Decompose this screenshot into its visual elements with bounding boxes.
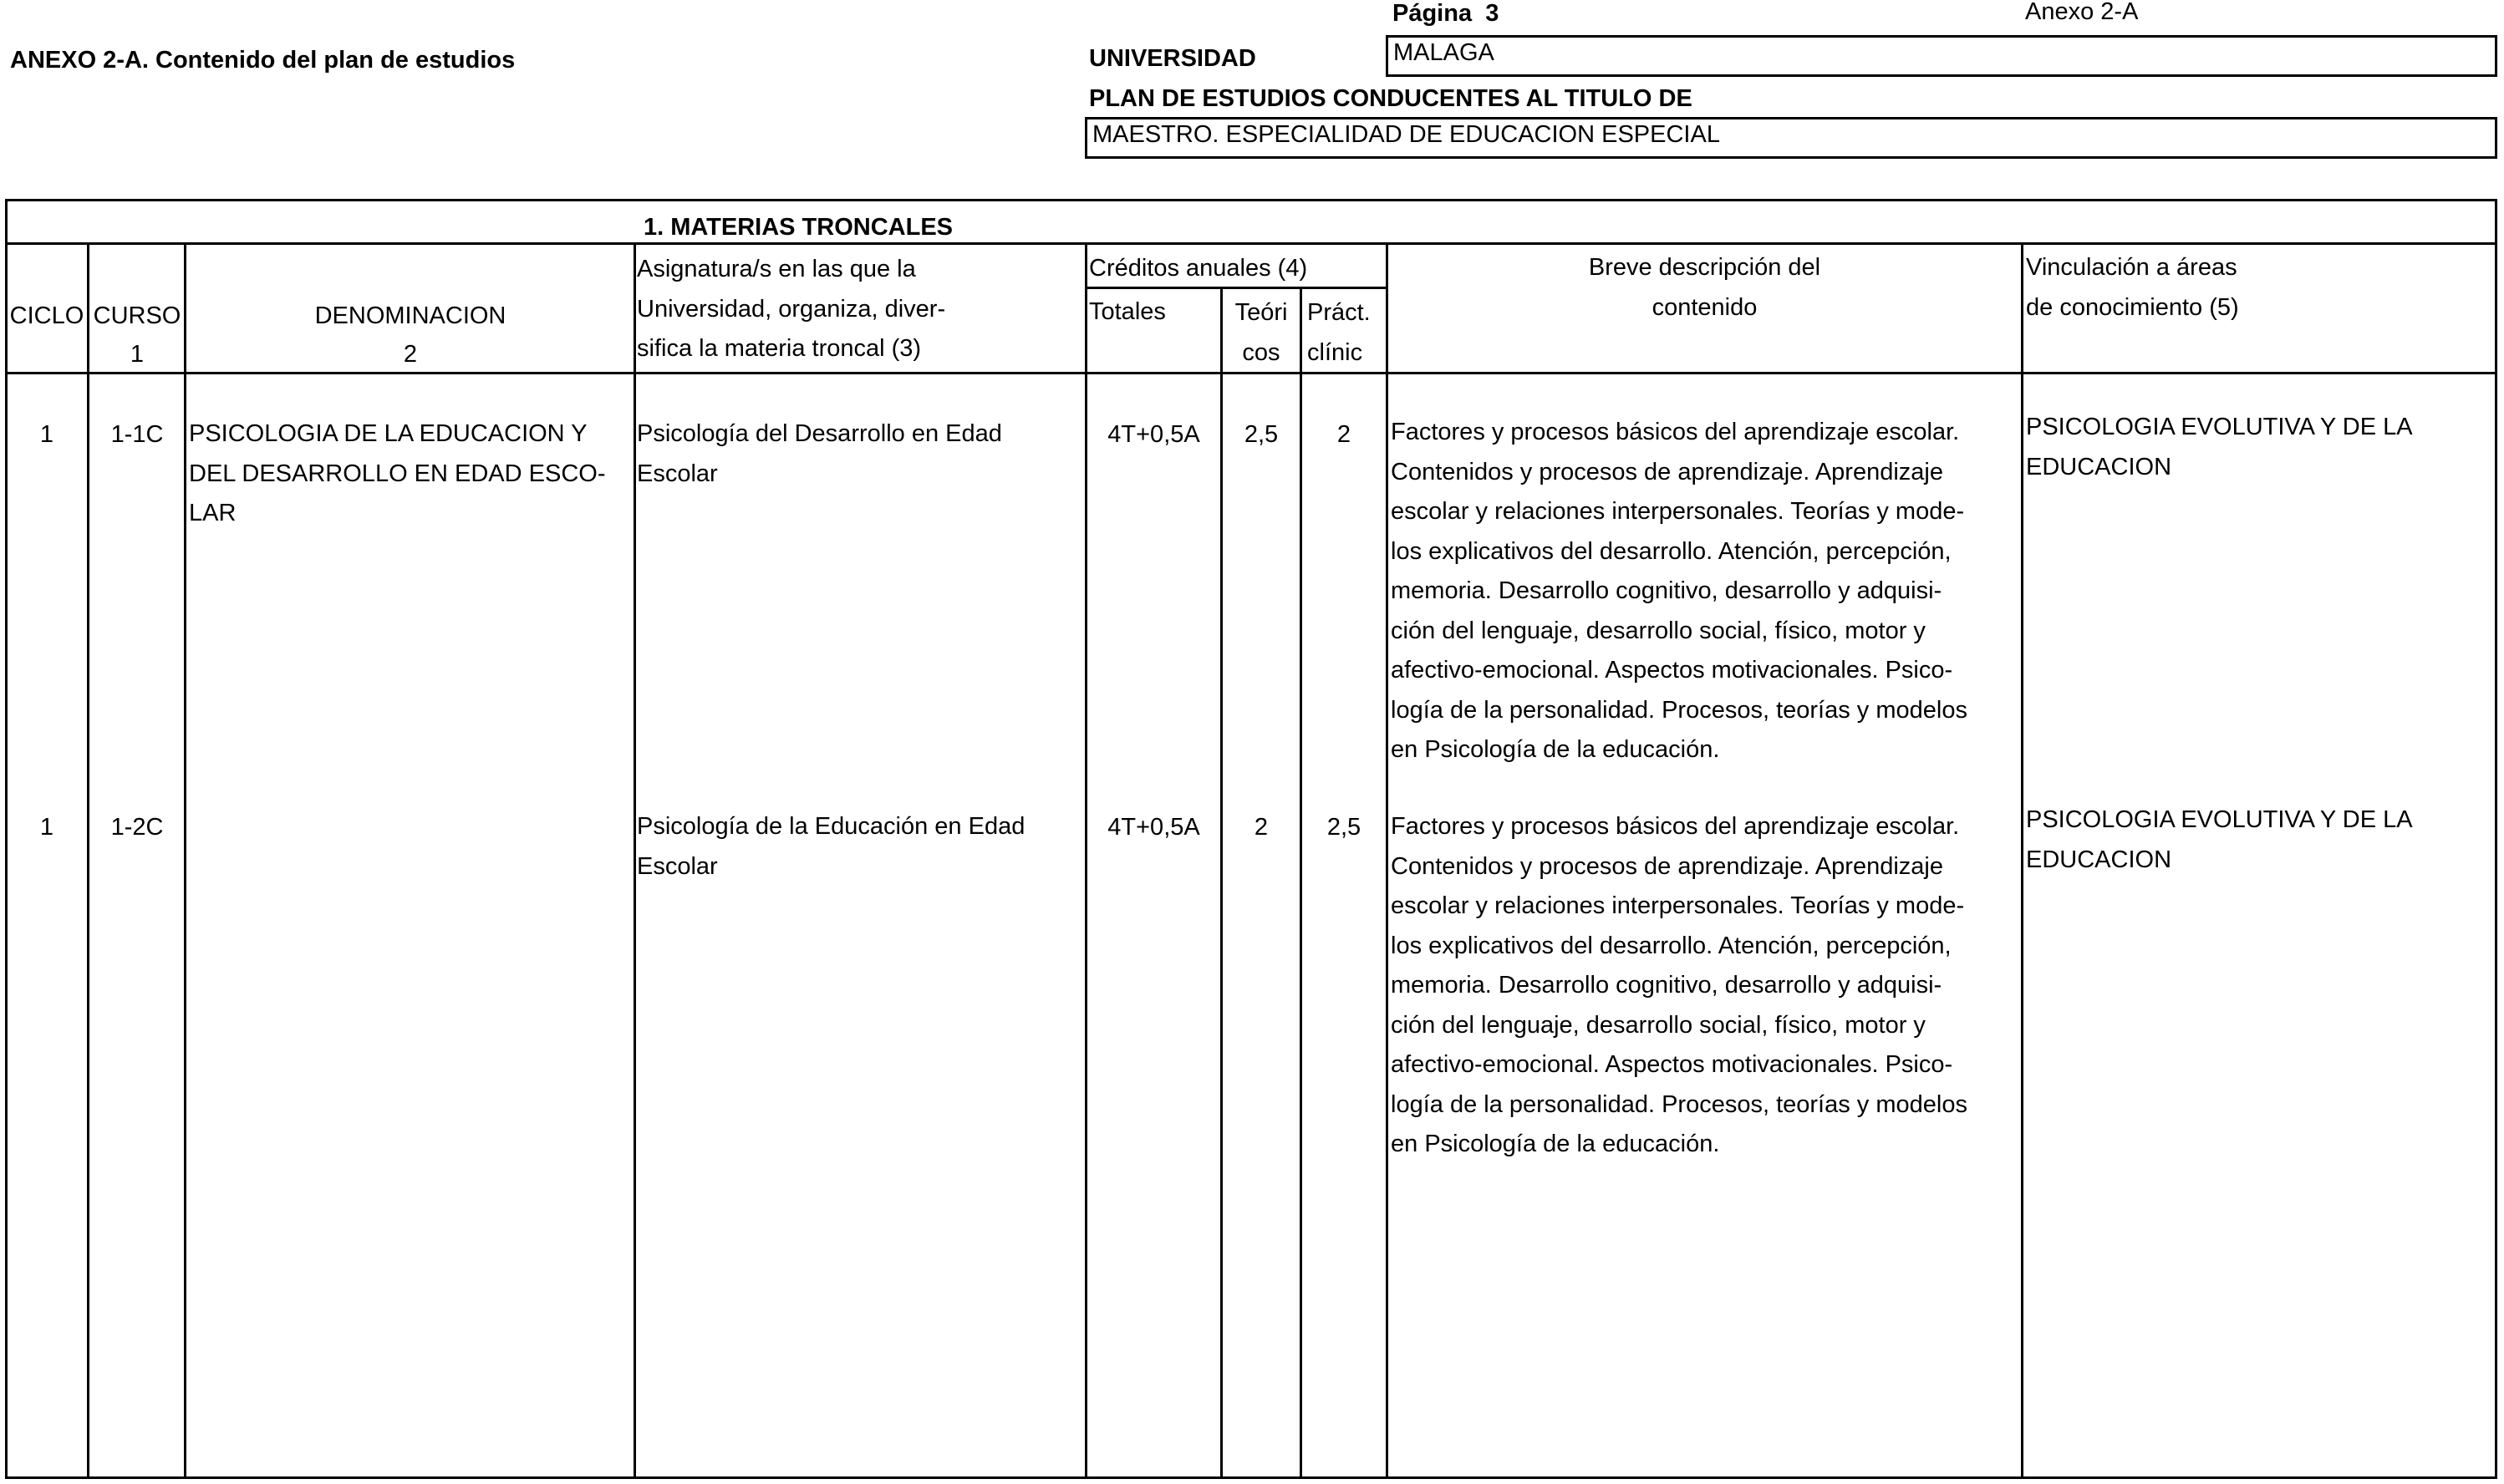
col-line-5	[1220, 287, 1223, 1479]
descripcion-line: en Psicología de la educación.	[1391, 1131, 1720, 1157]
row-practicos: 2	[1336, 421, 1351, 448]
header-teoricos	[1223, 293, 1300, 373]
header-ciclo: CICLO	[9, 302, 84, 329]
row-asignatura	[637, 807, 1025, 887]
row-totales: 4T+0,5A	[1107, 421, 1200, 448]
descripcion-line: afectivo-emocional. Aspectos motivacionales. Psico-	[1391, 657, 1953, 684]
header-denominacion: DENOMINACION	[314, 302, 506, 329]
denominacion-line: DEL DESARROLLO EN EDAD ESCO-	[189, 460, 606, 487]
denominacion-line: LAR	[189, 500, 237, 526]
header-practicos	[1307, 293, 1371, 373]
descripcion-line: los explicativos del desarrollo. Atención, percepción,	[1391, 932, 1952, 959]
asignatura-line: Psicología del Desarrollo en Edad	[637, 420, 1002, 447]
page-number: 3	[1485, 0, 1499, 27]
row-ciclo: 1	[39, 421, 54, 448]
row-vinculacion	[2026, 408, 2413, 487]
descripcion-line: en Psicología de la educación.	[1391, 736, 1720, 763]
row-totales: 4T+0,5A	[1107, 814, 1200, 841]
descripcion-line: Contenidos y procesos de aprendizaje. Aprendizaje	[1391, 852, 1943, 880]
plan-field	[1085, 117, 2497, 159]
col-line-3	[634, 242, 636, 1479]
header-vinculacion	[2026, 248, 2239, 328]
header-vinculacion-line: Vinculación a áreas	[2026, 254, 2237, 281]
section-title: 1. MATERIAS TRONCALES	[643, 214, 954, 241]
descripcion-line: escolar y relaciones interpersonales. Teorías y mode-	[1391, 498, 1965, 525]
descripcion-line: Factores y procesos básicos del aprendizaje escolar.	[1391, 813, 1960, 840]
university-field	[1386, 35, 2497, 77]
descripcion-line: ción del lenguaje, desarrollo social, físico, motor y	[1391, 1011, 1926, 1039]
header-curso-num: 1	[130, 341, 145, 368]
descripcion-line: escolar y relaciones interpersonales. Teorías y mode-	[1391, 892, 1965, 919]
row-practicos: 2,5	[1326, 814, 1361, 841]
header-practicos-line: Práct.	[1307, 299, 1371, 326]
vinculacion-line: EDUCACION	[2026, 846, 2172, 873]
col-line-7	[1386, 242, 1388, 1479]
header-totales: Totales	[1089, 298, 1166, 325]
header-asignatura-line: Asignatura/s en las que la	[637, 256, 916, 282]
row-ciclo: 1	[39, 814, 54, 841]
page-label: Página	[1392, 0, 1473, 27]
vinculacion-line: PSICOLOGIA EVOLUTIVA Y DE LA	[2026, 414, 2413, 440]
row-descripcion	[1391, 413, 1967, 770]
col-line-6	[1300, 287, 1302, 1479]
plan-label: PLAN DE ESTUDIOS CONDUCENTES AL TITULO DE	[1089, 85, 1692, 112]
row-curso: 1-2C	[110, 814, 164, 841]
section-divider	[5, 242, 2497, 245]
asignatura-line: Escolar	[637, 852, 718, 880]
descripcion-line: memoria. Desarrollo cognitivo, desarrollo y adquisi-	[1391, 577, 1942, 604]
header-denominacion-num: 2	[403, 341, 418, 368]
asignatura-line: Psicología de la Educación en Edad	[637, 813, 1026, 840]
row-teoricos: 2	[1254, 814, 1269, 841]
header-vinculacion-line: de conocimiento (5)	[2026, 293, 2239, 321]
descripcion-line: ción del lenguaje, desarrollo social, físico, motor y	[1391, 617, 1926, 644]
row-curso: 1-1C	[110, 421, 164, 448]
header-curso: CURSO	[93, 302, 181, 329]
annex-title: ANEXO 2-A. Contenido del plan de estudios	[10, 47, 516, 74]
annex-ref: Anexo 2-A	[2025, 0, 2139, 25]
descripcion-line: afectivo-emocional. Aspectos motivacionales. Psico-	[1391, 1051, 1953, 1078]
row-asignatura	[637, 414, 1002, 494]
descripcion-line: los explicativos del desarrollo. Atención, percepción,	[1391, 537, 1952, 565]
plan-value: MAESTRO. ESPECIALIDAD DE EDUCACION ESPECIAL	[1092, 121, 1720, 148]
university-value: MALAGA	[1393, 39, 1494, 66]
header-creditos: Créditos anuales (4)	[1089, 255, 1308, 282]
header-teoricos-line: cos	[1242, 338, 1280, 366]
descripcion-line: memoria. Desarrollo cognitivo, desarrollo y adquisi-	[1391, 972, 1942, 999]
page-indicator	[1392, 0, 1499, 28]
header-descripcion-line: contenido	[1652, 293, 1758, 321]
header-asignatura-line: Universidad, organiza, diver-	[637, 295, 946, 323]
header-practicos-line: clínic	[1307, 338, 1363, 366]
row-vinculacion	[2026, 800, 2413, 880]
header-descripcion	[1388, 248, 2021, 328]
col-line-8	[2021, 242, 2023, 1479]
row-descripcion	[1391, 807, 1967, 1165]
row-teoricos: 2,5	[1244, 421, 1279, 448]
descripcion-line: logía de la personalidad. Procesos, teorías y modelos	[1391, 696, 1967, 724]
vinculacion-line: EDUCACION	[2026, 453, 2172, 480]
header-teoricos-line: Teóri	[1234, 299, 1288, 326]
vinculacion-line: PSICOLOGIA EVOLUTIVA Y DE LA	[2026, 806, 2413, 833]
descripcion-line: Contenidos y procesos de aprendizaje. Aprendizaje	[1391, 458, 1943, 485]
descripcion-line: Factores y procesos básicos del aprendizaje escolar.	[1391, 419, 1960, 445]
row-denominacion	[189, 414, 606, 534]
header-descripcion-line: Breve descripción del	[1588, 254, 1821, 281]
university-label: UNIVERSIDAD	[1089, 45, 1256, 72]
asignatura-line: Escolar	[637, 460, 718, 487]
descripcion-line: logía de la personalidad. Procesos, teorías y modelos	[1391, 1090, 1967, 1118]
denominacion-line: PSICOLOGIA DE LA EDUCACION Y	[189, 420, 588, 447]
header-asignatura	[637, 250, 945, 369]
header-asignatura-line: sifica la materia troncal (3)	[637, 335, 922, 362]
